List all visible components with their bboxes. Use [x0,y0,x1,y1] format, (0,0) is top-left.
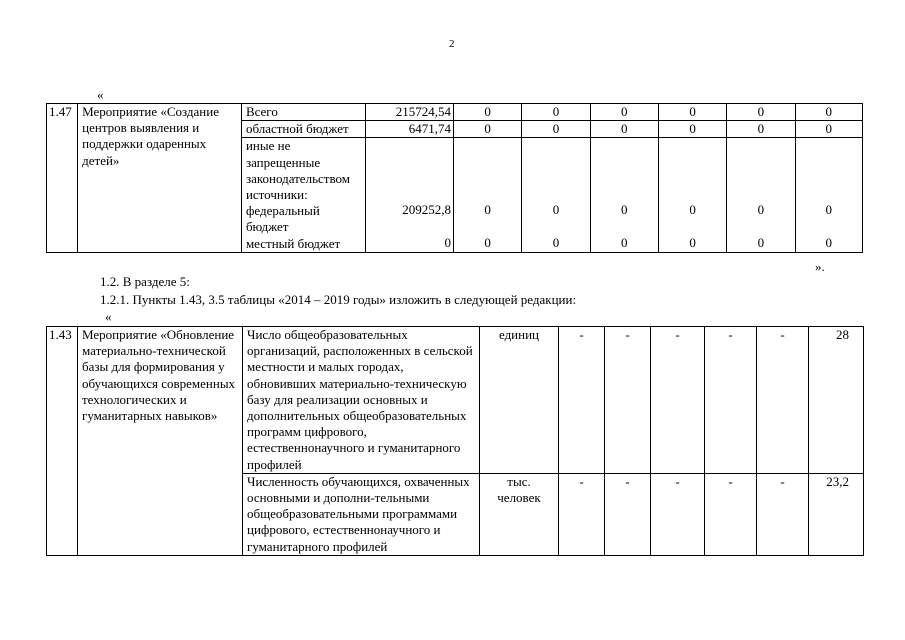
table-event-1-43 [46,326,864,556]
value-cell: 0 [590,121,658,138]
source-label: Всего [241,104,365,121]
value-cell: 6471,74 [365,121,453,138]
value-cell: 0 [727,104,795,121]
value-cell: - [605,473,651,555]
value-cell: 0 [727,121,795,138]
unit-cell: тыс. человек [480,473,559,555]
value-cell: - [705,327,757,474]
open-quote-2: « [105,309,112,324]
value-cell: 28 [809,327,864,474]
value-cell: 0 0 [727,138,795,252]
value-cell: 0 0 [590,138,658,252]
page-number: 2 [449,38,455,50]
source-group [241,138,365,252]
row-number: 1.47 [47,104,78,253]
indicator-name: Численность обучающихся, охваченных основными и дополни-тельными общеобразовательными программами цифрового, естественнонаучного и гуманитарного профилей [243,473,480,555]
row-number: 1.43 [47,327,78,556]
value-cell: 23,2 [809,473,864,555]
source-label: федеральный бюджет [245,203,320,235]
table-row [47,327,864,474]
value-cell: - [705,473,757,555]
value-cell: - [757,327,809,474]
value-cell: 209252,8 0 [365,138,453,252]
source-label: местный бюджет [245,235,341,251]
value-cell: 0 [522,104,590,121]
value-cell: 0 0 [658,138,726,252]
value-cell: 0 [658,104,726,121]
table-row [47,104,863,121]
value-cell: - [605,327,651,474]
value-cell: 0 [795,104,862,121]
unit-cell: единиц [480,327,559,474]
value-cell: 0 0 [453,138,521,252]
section-heading: 1.2. В разделе 5: [100,274,190,289]
value-cell: 0 0 [795,138,862,252]
value-cell: 0 [795,121,862,138]
value-cell: - [651,327,705,474]
value-cell: 215724,54 [365,104,453,121]
source-label: иные не запрещенные законодательством источники: [245,138,350,203]
close-quote: ». [815,259,825,274]
value-cell: 0 [522,121,590,138]
value-cell: 0 [658,121,726,138]
value-cell: 0 0 [522,138,590,252]
value-cell: - [559,473,605,555]
open-quote-1: « [97,87,104,102]
indicator-name: Число общеобразовательных организаций, расположенных в сельской местности и малых городах, обновивших материально-техническую базу для реализации основных и дополнительных общеобразовательных программ цифрового, естественнонаучного и гуманитарного профилей [243,327,480,474]
value-cell: - [651,473,705,555]
value-cell: 0 [590,104,658,121]
value-cell: - [559,327,605,474]
value-cell: 0 [453,121,521,138]
value-cell: 0 [453,104,521,121]
value-cell: - [757,473,809,555]
section-instruction: 1.2.1. Пункты 1.43, 3.5 таблицы «2014 – 2019 годы» изложить в следующей редакции: [100,292,577,307]
event-name: Мероприятие «Обновление материально-технической базы для формирования у обучающихся современных технологических и гуманитарных навыков» [78,327,243,556]
source-label: областной бюджет [241,121,365,138]
event-name: Мероприятие «Создание центров выявления и поддержки одаренных детей» [78,104,242,253]
table-event-1-47 [46,103,863,253]
